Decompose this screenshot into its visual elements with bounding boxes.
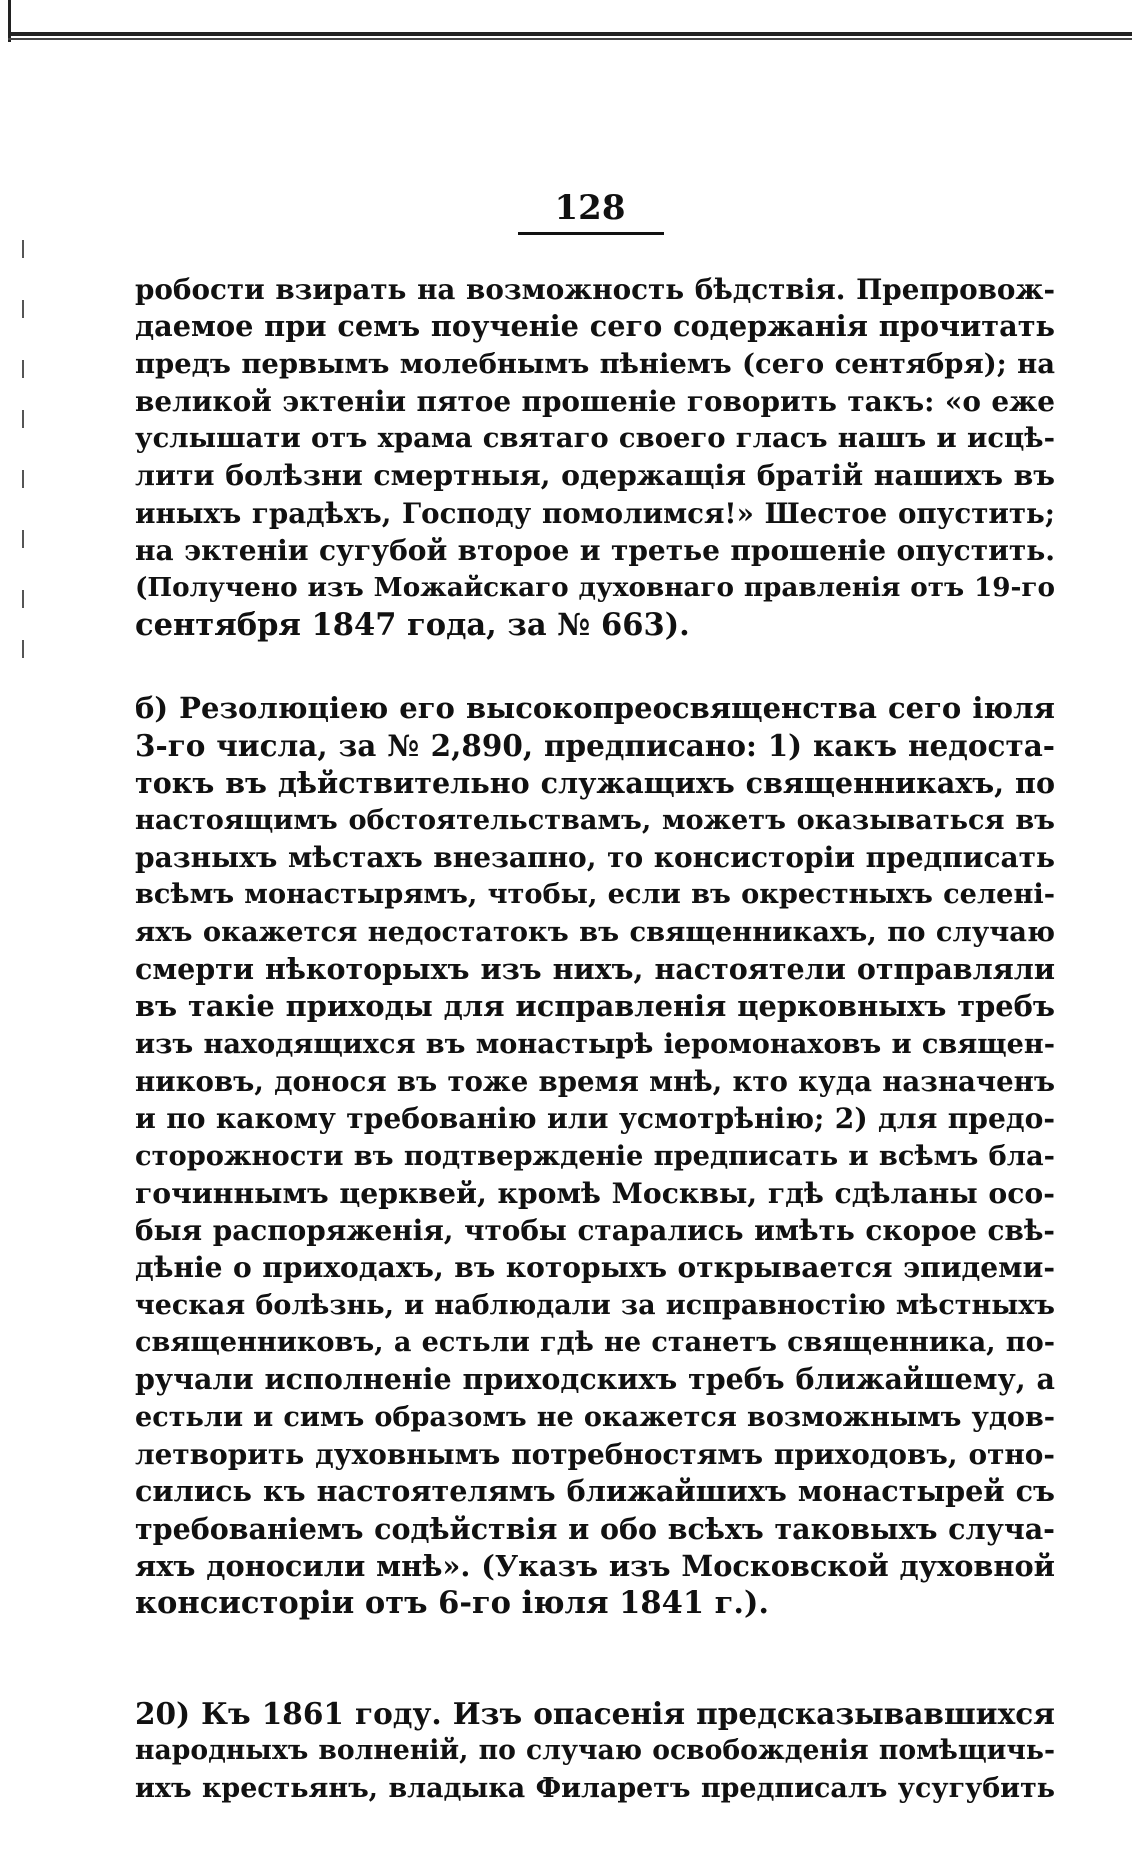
paragraph-item-20: [135, 1695, 1055, 1807]
page-number-underline: [518, 232, 664, 235]
margin-mark: [22, 360, 24, 378]
text-line: яхъ доносили мнѣ». (Указъ изъ Московской духовной: [135, 1548, 1055, 1583]
text-line: ихъ крестьянъ, владыка Филаретъ предписалъ усугубить: [135, 1772, 1055, 1804]
text-line: и по какому требованію или усмотрѣнію; 2) для предо-: [135, 1102, 1055, 1136]
text-line: 20) Къ 1861 году. Изъ опасенія предсказывавшихся: [135, 1696, 1055, 1731]
top-border-rule: [8, 32, 1132, 42]
margin-mark: [22, 240, 24, 258]
text-line: священниковъ, а естьли гдѣ не станетъ священника, по-: [135, 1327, 1055, 1359]
text-line: народныхъ волненій, по случаю освобожденія помѣщичь-: [135, 1735, 1055, 1767]
text-line: изъ находящихся въ монастырѣ іеромонаховъ и священ-: [135, 1028, 1055, 1060]
margin-mark: [22, 470, 24, 488]
text-line: разныхъ мѣстахъ внезапно, то консисторіи предписать: [135, 841, 1055, 875]
text-line: никовъ, донося въ тоже время мнѣ, кто куда назначенъ: [135, 1064, 1055, 1098]
text-line: гочиннымъ церквей, кромѣ Москвы, гдѣ сдѣланы осо-: [135, 1175, 1055, 1210]
text-line: въ такіе приходы для исправленія церковныхъ требъ: [135, 989, 1055, 1024]
text-line: на эктеніи сугубой второе и третье прошеніе опустить.: [135, 534, 1055, 568]
margin-mark: [22, 530, 24, 548]
text-line: всѣмъ монастырямъ, чтобы, если въ окрестныхъ селені-: [135, 878, 1055, 911]
text-line: иныхъ градѣхъ, Господу помолимся!» Шестое опустить;: [135, 496, 1055, 530]
text-line: сились къ настоятелямъ ближайшихъ монастырей съ: [135, 1474, 1055, 1509]
text-line: быя распоряженія, чтобы старались имѣть скорое свѣ-: [135, 1214, 1055, 1248]
text-line: смерти нѣкоторыхъ изъ нихъ, настоятели отправляли: [135, 952, 1055, 987]
text-line: робости взирать на возможность бѣдствія. Препровож-: [135, 273, 1055, 306]
text-line: ческая болѣзнь, и наблюдали за исправностію мѣстныхъ: [135, 1289, 1055, 1321]
text-line: требованіемъ содѣйствія и обо всѣхъ таковыхъ случа-: [135, 1511, 1055, 1546]
margin-mark: [22, 640, 24, 658]
text-line: услышати отъ храма святаго своего гласъ нашъ и исцѣ-: [135, 422, 1055, 455]
text-line: 3-го числа, за № 2,890, предписано: 1) какъ недоста-: [135, 728, 1055, 764]
text-line: летворить духовнымъ потребностямъ приходовъ, отно-: [135, 1437, 1055, 1471]
page-number: 128: [554, 188, 626, 228]
text-line: настоящимъ обстоятельствамъ, можетъ оказываться въ: [135, 804, 1055, 836]
text-line: предъ первымъ молебнымъ пѣніемъ (сего сентября); на: [135, 347, 1055, 380]
left-margin-marks: [22, 240, 26, 660]
text-line: великой эктеніи пятое прошеніе говорить такъ: «о еже: [135, 384, 1055, 418]
text-line: б) Резолюціею его высокопреосвященства сего іюля: [135, 691, 1055, 725]
paragraph-cholera-continued: [135, 271, 1055, 644]
margin-mark: [22, 410, 24, 428]
text-line: дѣніе о приходахъ, въ которыхъ открывается эпидеми-: [135, 1251, 1055, 1285]
paragraph-resolution-b: [135, 690, 1055, 1622]
text-line: (Получено изъ Можайскаго духовнаго правленія отъ 19-го: [135, 572, 1055, 604]
text-line: консисторіи отъ 6-го іюля 1841 г.).: [135, 1585, 770, 1622]
text-line: лити болѣзни смертныя, одержащія братій нашихъ въ: [135, 458, 1055, 493]
text-line: естьли и симъ образомъ не окажется возможнымъ удов-: [135, 1401, 1055, 1433]
text-line: даемое при семъ поученіе сего содержанія прочитать: [135, 309, 1055, 344]
text-line: сторожности въ подтвержденіе предписать и всѣмъ бла-: [135, 1139, 1055, 1172]
margin-mark: [22, 590, 24, 608]
text-line: сентября 1847 года, за № 663).: [135, 606, 690, 643]
text-line: яхъ окажется недостатокъ въ священникахъ, по случаю: [135, 915, 1055, 948]
text-line: токъ въ дѣйствительно служащихъ священникахъ, по: [135, 765, 1055, 800]
text-line: ручали исполненіе приходскихъ требъ ближайшему, а: [135, 1362, 1055, 1397]
margin-mark: [22, 300, 24, 318]
